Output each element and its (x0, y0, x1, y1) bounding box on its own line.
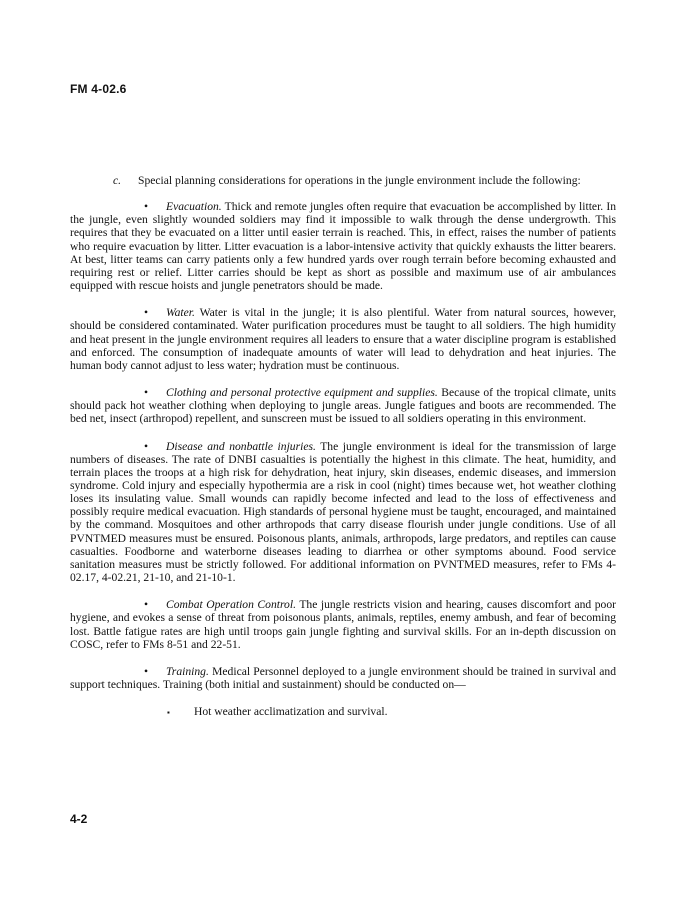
page-number: 4-2 (70, 812, 88, 826)
sub-item-text: Hot weather acclimatization and survival. (194, 705, 388, 719)
list-item-training (70, 665, 616, 691)
bullet: • (144, 386, 149, 400)
list-item-disease (70, 440, 616, 585)
sub-bullet: ▪ (167, 708, 170, 718)
item-title: Training. (166, 664, 209, 678)
item-title: Disease and nonbattle injuries. (166, 439, 316, 453)
list-item-combat-control (70, 598, 616, 651)
running-header: FM 4-02.6 (70, 82, 127, 96)
list-item-water (70, 306, 616, 372)
item-text: Medical Personnel deployed to a jungle environment should be trained in survival and support techniques. Training (both initial and sustainment) should be conducted on— (70, 664, 616, 691)
intro-paragraph (70, 174, 616, 187)
item-text: The jungle environment is ideal for the transmission of large numbers of diseases. The rate of DNBI casualties is potentially the highest in this climate. The heat, humidity, and terrain places the troops at a high risk for dehydration, heat injury, skin diseases, endemic diseases, and immersion syndrome. Cold injury and especially hypothermia are a risk in cool (night) times because wet, hot weather clothing loses its insulating value. Small wounds can rapidly become infected and lead to the loss of effectiveness and possibly require medical evacuation. High standards of personal hygiene must be taught, encouraged, and maintained by the command. Mosquitoes and other arthropods that carry disease flourish under jungle conditions. Use of all PVNTMED measures must be ensured. Poisonous plants, animals, arthropods, large predators, and reptiles can cause casualties. Foodborne and waterborne diseases leading to diarrhea or other symptoms abound. Food service sanitation measures must be strictly followed. For additional information on PVNTMED measures, refer to FMs 4-02.17, 4-02.21, 21-10, and 21-10-1. (70, 439, 616, 585)
item-text: Thick and remote jungles often require that evacuation be accomplished by litter. In the jungle, even slightly wounded soldiers may find it impossible to walk through the dense undergrowth. This requires that they be evacuated on a litter until easier terrain is reached. This, in effect, raises the number of patients who require evacuation by litter. Litter evacuation is a labor-intensive activity that quickly exhausts the litter bearers. At best, litter teams can carry patients only a few hundred yards over rough terrain before becoming exhausted and requiring rest or relief. Litter carries should be kept as short as possible and maximum use of air ambulances equipped with rescue hoists and jungle penetrators should be made. (70, 200, 616, 293)
list-item-evacuation (70, 200, 616, 292)
item-text: Because of the tropical climate, units should pack hot weather clothing when deploying to jungle areas. Jungle fatigues and boots are recommended. The bed net, insect (arthropod) repellent, and sunscreen must be issued to all soldiers operating in this environment. (70, 386, 616, 426)
item-title: Water. (166, 306, 195, 320)
bullet: • (144, 439, 149, 453)
item-title: Evacuation. (166, 200, 222, 214)
item-text: Water is vital in the jungle; it is also plentiful. Water from natural sources, however, should be considered contaminated. Water purification procedures must be taught to all soldiers. The high humidity and heat present in the jungle environment requires all leaders to ensure that a water discipline program is established and enforced. The consumption of inadequate amounts of water will lead to dehydration and heat injuries. The human body cannot adjust to less water; hydration must be continuous. (70, 306, 616, 372)
item-title: Clothing and personal protective equipment and supplies. (166, 386, 438, 400)
document-body (70, 174, 616, 718)
intro-marker: c. (113, 174, 122, 187)
bullet: • (144, 664, 149, 678)
bullet: • (144, 200, 149, 214)
bullet: • (144, 598, 149, 612)
intro-text: Special planning considerations for operations in the jungle environment include the following: (138, 174, 581, 187)
item-title: Combat Operation Control. (166, 598, 296, 612)
item-text: The jungle restricts vision and hearing, causes discomfort and poor hygiene, and evokes a sense of threat from poisonous plants, animals, reptiles, enemy ambush, and fear of becoming lost. Battle fatigue rates are high until troops gain jungle fighting and survival skills. For an in-depth discussion on COSC, refer to FMs 8-51 and 22-51. (70, 598, 616, 651)
list-item-clothing (70, 386, 616, 425)
sub-list-item (70, 705, 616, 718)
bullet: • (144, 306, 149, 320)
